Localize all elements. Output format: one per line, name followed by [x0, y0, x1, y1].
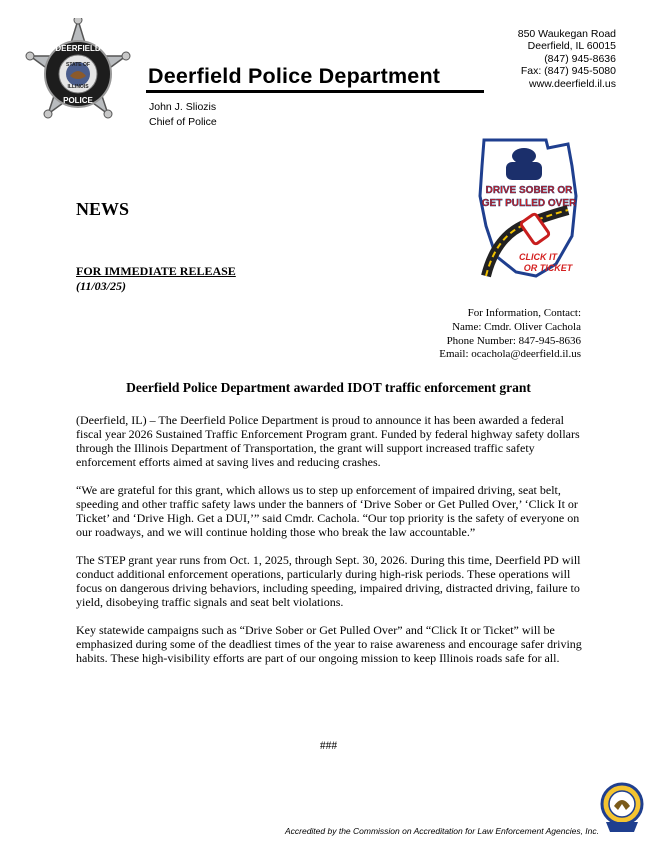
news-label: NEWS — [76, 199, 130, 219]
accreditation-note: Accredited by the Commission on Accreditation for Law Enforcement Agencies, Inc. — [284, 826, 599, 836]
paragraph: The STEP grant year runs from Oct. 1, 2025, through Sept. 30, 2026. During this time, Deerfield PD will conduct additional enforcement operations, particularly during high-risk periods. These operations will focus on dangerous driving behaviors, including speeding, impaired driving, distracted driving, failure to yield, disobeying traffic signals and seat belt violations. — [76, 553, 581, 609]
badge-bottom-text: POLICE — [63, 96, 93, 105]
contact-phone: Phone Number: 847-945-8636 — [446, 334, 581, 347]
campaign-line-2: GET PULLED OVER — [481, 198, 577, 209]
address-line: Deerfield, IL 60015 — [527, 40, 616, 53]
calea-seal-icon — [600, 780, 644, 836]
phone-line: (847) 945-8636 — [544, 52, 616, 65]
fax-line: Fax: (847) 945-5080 — [520, 65, 616, 78]
chief-title: Chief of Police — [149, 116, 217, 128]
chief-block — [149, 100, 217, 130]
police-badge-logo — [22, 18, 134, 136]
end-mark: ### — [319, 740, 338, 752]
website-line: www.deerfield.il.us — [529, 77, 616, 90]
contact-block — [439, 307, 581, 362]
address-block — [518, 28, 616, 90]
paragraph: “We are grateful for this grant, which allows us to step up enforcement of impaired driving, seat belt, speeding and other traffic safety laws under the banners of ‘Drive Sober or Get Pulled Over,’ ‘Click It or Ticket’ and ‘Drive High. Get a DUI,’” said Cmdr. Cachola. “Our top priority is the safety of everyone on our roadways, and we will continue holding those who break the law accountable.” — [76, 483, 580, 539]
contact-email[interactable]: Email: ocachola@deerfield.il.us — [439, 348, 581, 361]
department-name: Deerfield Police Department — [148, 64, 441, 88]
chief-name: John J. Sliozis — [149, 101, 217, 113]
paragraph: Key statewide campaigns such as “Drive Sober or Get Pulled Over” and “Click It or Ticket” will be emphasized during some of the deadliest times of the year to raise awareness and encourage safer driving habits. These high-visibility efforts are part of our ongoing mission to keep Illinois roads safe for all. — [76, 623, 582, 665]
campaign-line-4: OR TICKET — [523, 263, 573, 273]
release-label: FOR IMMEDIATE RELEASE — [76, 264, 236, 278]
badge-center-top: STATE OF — [66, 62, 90, 68]
header-rule — [146, 90, 484, 93]
release-date: (11/03/25) — [76, 279, 126, 293]
campaign-line-3: CLICK IT — [519, 252, 557, 262]
headline: Deerfield Police Department awarded IDOT traffic enforcement grant — [126, 380, 531, 395]
paragraph: (Deerfield, IL) – The Deerfield Police Department is proud to announce it has been awarded a federal fiscal year 2026 Sustained Traffic Enforcement Program grant. Funded by federal highway safety dollars through the Illinois Department of Transportation, the grant will support increased traffic safety enforcement efforts aimed at saving lives and reducing crashes. — [76, 413, 580, 469]
contact-heading: For Information, Contact: — [467, 307, 581, 319]
campaign-line-1: DRIVE SOBER OR — [485, 185, 573, 196]
drive-sober-campaign-logo — [476, 136, 582, 280]
badge-center-bottom: ILLINOIS — [67, 84, 89, 90]
address-line: 850 Waukegan Road — [517, 28, 616, 40]
contact-name: Name: Cmdr. Oliver Cachola — [452, 320, 581, 333]
article-body — [76, 413, 591, 679]
badge-top-text: DEERFIELD — [55, 44, 101, 53]
